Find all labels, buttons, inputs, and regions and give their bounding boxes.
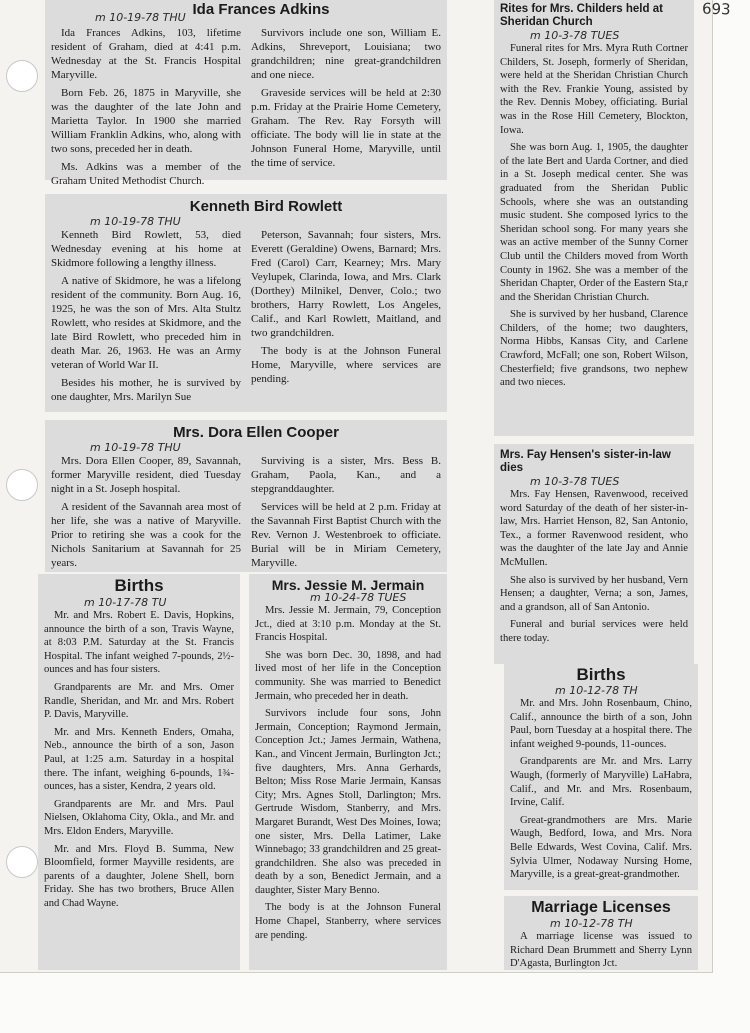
paragraph: Ida Frances Adkins, 103, lifetime resident of Graham, died at 4:41 p.m. Wednesday at the St. Francis Hospital Maryville. bbox=[51, 27, 241, 81]
obituary-cooper bbox=[45, 420, 447, 572]
paragraph: A resident of the Savannah area most of her life, she was a native of Maryville. Prior to retiring she was a cook for the Nichols Sanitarium at Savannah for 25 years. bbox=[51, 501, 241, 569]
paragraph: She was born Aug. 1, 1905, the daughter of the late Bert and Uarda Cortner, and died in a St. Joseph medical center. She was graduated from the Sheridan Public Schools, where she was an outstanding music student. She composed lyrics to the Sheridan school song. For many years she was an active member of the Sunny Corner Club until the Childers moved from Worth County in 1962. She was a member of the Sheridan Chapter, Order of the Eastern Sta,r and the Sheridan Christian Church. bbox=[500, 142, 688, 303]
headline: Mrs. Jessie M. Jermain bbox=[271, 577, 425, 593]
headline: Mrs. Fay Hensen's sister-in-law dies bbox=[500, 449, 671, 474]
headline: Kenneth Bird Rowlett bbox=[189, 198, 343, 215]
paragraph: Graveside services will be held at 2:30 p.m. Friday at the Prairie Home Cemetery, Graham. The Rev. Ray Forsyth will officiate. The body will lie in state at the Johnson Funeral Home, Maryville, until the time of service. bbox=[251, 87, 441, 169]
paragraph: She was born Dec. 30, 1898, and had lived most of her life in the Conception community. She was married to Benedict Jermain, who preceded her in death. bbox=[255, 649, 441, 702]
paragraph: Peterson, Savannah; four sisters, Mrs. Everett (Geraldine) Owens, Barnard; Mrs. Fred (Carol) Carr, Kearney; Mrs. Mary Veylupek, Clarinda, Iowa, and Mrs. Clark (Dorthey) Milnikel, Denver, Colo.; two brothers, Harry Rowlett, Los Angeles, Calif., and Karl Rowlett, Maitland, and two grandchildren. bbox=[251, 229, 441, 339]
handwritten-date: m 10-24-78 TUES bbox=[310, 591, 407, 604]
paragraph: Grandparents are Mr. and Mrs. Paul Nielsen, Oklahoma City, Okla., and Mr. and Mrs. Eldon Enders, Maryville. bbox=[44, 798, 234, 837]
obituary-jermain bbox=[249, 574, 447, 970]
paragraph: A native of Skidmore, he was a lifelong resident of the community. Born Aug. 16, 1925, he was the son of Mrs. Alta Stultz Rowlett, who resides at Skidmore, and the late Bird Rowlett, who preceded him in death Mar. 26, 1963. He was an Army veteran of World War II. bbox=[51, 275, 241, 371]
handwritten-date: m 10-12-78 TH bbox=[555, 684, 638, 697]
paragraph: Mr. and Mrs. Robert E. Davis, Hopkins, announce the birth of a son, Travis Wayne, at 8:03 P.M. Saturday at the St. Francis Hospital. The infant weighed 7-pounds, 2½-ounces and has four sisters. bbox=[44, 610, 234, 676]
paragraph: Funeral and burial services were held there today. bbox=[500, 619, 688, 644]
paragraph: Survivors include one son, William E. Adkins, Shreveport, Louisiana; two grandchildren; nine great-grandchildren and one niece. bbox=[251, 27, 441, 81]
page-number: 693 bbox=[701, 0, 731, 19]
paragraph: Great-grandmothers are Mrs. Marie Waugh, Bedford, Iowa, and Mrs. Nora Belle Edwards, West Covina, Calif. Mrs. Sylvia Ulmer, Nodaway Nursing Home, Maryville, is a great-great-grandmother. bbox=[510, 814, 692, 881]
paragraph: Ms. Adkins was a member of the Graham United Methodist Church. bbox=[51, 161, 241, 187]
paragraph: Mr. and Mrs. John Rosenbaum, Chino, Calif., announce the birth of a son, John Paul, born Tuesday at a hospital there. The infant weighed 9-pounds, 11-ounces. bbox=[510, 698, 692, 750]
paragraph: Besides his mother, he is survived by one daughter, Mrs. Marilyn Sue bbox=[51, 377, 241, 403]
paragraph: The body is at the Johnson Funeral Home Chapel, Stanberry, where services are pending. bbox=[255, 902, 441, 941]
headline: Rites for Mrs. Childers held at Sheridan Church bbox=[500, 3, 663, 28]
paragraph: Kenneth Bird Rowlett, 53, died Wednesday evening at his home at Skidmore following a lengthy illness. bbox=[51, 229, 241, 269]
obituary-adkins bbox=[45, 0, 447, 187]
paragraph: She also is survived by her husband, Vern Hensen; a daughter, Verna; a son, James, and a grandson, all of San Antonio. bbox=[500, 574, 688, 613]
handwritten-date: m 10-19-78 THU bbox=[90, 441, 181, 454]
obituary-rowlett bbox=[45, 194, 447, 412]
paragraph: Born Feb. 26, 1875 in Maryville, she was the daughter of the late John and Marietta Taylor. In 1900 she married William Franklin Adkins, who, along with two sons, preceded her in death. bbox=[51, 87, 241, 155]
paragraph: A marriage license was issued to Richard Dean Brummett and Sherry Lynn D'Agasta, Burlington Jct. bbox=[510, 931, 692, 970]
paragraph: The body is at the Johnson Funeral Home, Maryville, where services are pending. bbox=[251, 345, 441, 385]
paragraph: Funeral rites for Mrs. Myra Ruth Cortner Childers, St. Joseph, formerly of Sheridan, were held at the Sheridan Christian Church with the Rev. Frankie Young, assisted by the Rev. Dennis Mobey, officiating. Burial was in the Rose Hill Cemetery, Blockton, Iowa. bbox=[500, 43, 688, 136]
paragraph: She is survived by her husband, Clarence Childers, of the home; two daughters, Norma Hibbs, Kansas City, and Carlene Crawford, McFall; one son, Robert Wilson, Chesterfield; five grandsons, two nephew and two nieces. bbox=[500, 309, 688, 389]
obituary-hensen bbox=[494, 444, 694, 664]
headline: Births bbox=[114, 576, 164, 595]
headline: Ida Frances Adkins bbox=[192, 1, 330, 18]
handwritten-date: m 10-3-78 TUES bbox=[530, 475, 620, 488]
handwritten-date: m 10-12-78 TH bbox=[550, 917, 633, 930]
paragraph: Services will be held at 2 p.m. Friday at the Savannah First Baptist Church with the Rev. Vernon J. Westenbroek to officiate. Burial will be in Miriam Cemetery, Maryville. bbox=[251, 501, 441, 569]
marriage-licenses bbox=[504, 896, 698, 970]
paragraph: Mrs. Jessie M. Jermain, 79, Conception Jct., died at 3:10 p.m. Monday at the St. Francis Hospital. bbox=[255, 605, 441, 644]
headline: Mrs. Dora Ellen Cooper bbox=[173, 424, 339, 441]
headline: Marriage Licenses bbox=[531, 899, 671, 916]
paragraph: Surviving is a sister, Mrs. Bess B. Graham, Paola, Kan., and a stepgranddaughter. bbox=[251, 455, 441, 495]
binder-hole bbox=[6, 469, 38, 501]
paragraph: Mrs. Fay Hensen, Ravenwood, received word Saturday of the death of her sister-in-law, Mrs. Harriet Henson, 82, San Antonio, Tex., a former Ravenwood resident, who was the daughter of the late Jay and Annie McMullen. bbox=[500, 489, 688, 568]
handwritten-date: m 10-17-78 TU bbox=[84, 596, 167, 609]
paragraph: Mr. and Mrs. Kenneth Enders, Omaha, Neb., announce the birth of a son, Jason Paul, at 1:25 a.m. Saturday in a hospital there. The infant, weighing 6-pounds, 1¾-ounces, has a sister, Kendra, 2 years old. bbox=[44, 726, 234, 793]
paragraph: Grandparents are Mr. and Mrs. Omer Randle, Sheridan, and Mr. and Mrs. Robert P. Davis, Maryville. bbox=[44, 681, 234, 721]
binder-hole bbox=[6, 60, 38, 92]
births-column-right bbox=[504, 664, 698, 890]
handwritten-date: m 10-19-78 THU bbox=[90, 215, 181, 228]
paragraph: Mr. and Mrs. Floyd B. Summa, New Bloomfield, former Mayville residents, are parents of a daughter, Jolene Shell, born Friday. She has two brothers, Bruce Allen and Chad Wayne. bbox=[44, 843, 234, 909]
paragraph: Survivors include four sons, John Jermain, Conception; Raymond Jermain, Conception Jct.; James Jermain, Wathena, Kan., and Vincent Jermain, Burlington Jct.; five daughters, Mrs. Anna Gerhards, Belton; Miss Rose Marie Jermain, Kansas City; Mrs. Agnes Stoll, Darlington; Mrs. Gertrude Wisdom, Stanberry, and Mrs. Margaret Burandt, West Des Moines, Iowa; one sister, Mrs. Della Latimer, Lake Winnebago; 33 grandchildren and 25 great-grandchildren. She also was preceded in death by a son, Benedict Jermain, and a daughter, Sister Mary Benno. bbox=[255, 708, 441, 896]
paragraph: Mrs. Dora Ellen Cooper, 89, Savannah, former Maryville resident, died Tuesday night in a St. Joseph hospital. bbox=[51, 455, 241, 495]
handwritten-date: m 10-3-78 TUES bbox=[530, 29, 620, 42]
paragraph: Grandparents are Mr. and Mrs. Larry Waugh, (formerly of Maryville) LaHabra, Calif., and Mr. and Mrs. Rosenbaum, Irvine, Calif. bbox=[510, 756, 692, 809]
binder-hole bbox=[6, 846, 38, 878]
births-column-left bbox=[38, 574, 240, 970]
headline: Births bbox=[576, 665, 626, 684]
handwritten-date: m 10-19-78 THU bbox=[95, 11, 186, 24]
obituary-childers bbox=[494, 0, 694, 436]
